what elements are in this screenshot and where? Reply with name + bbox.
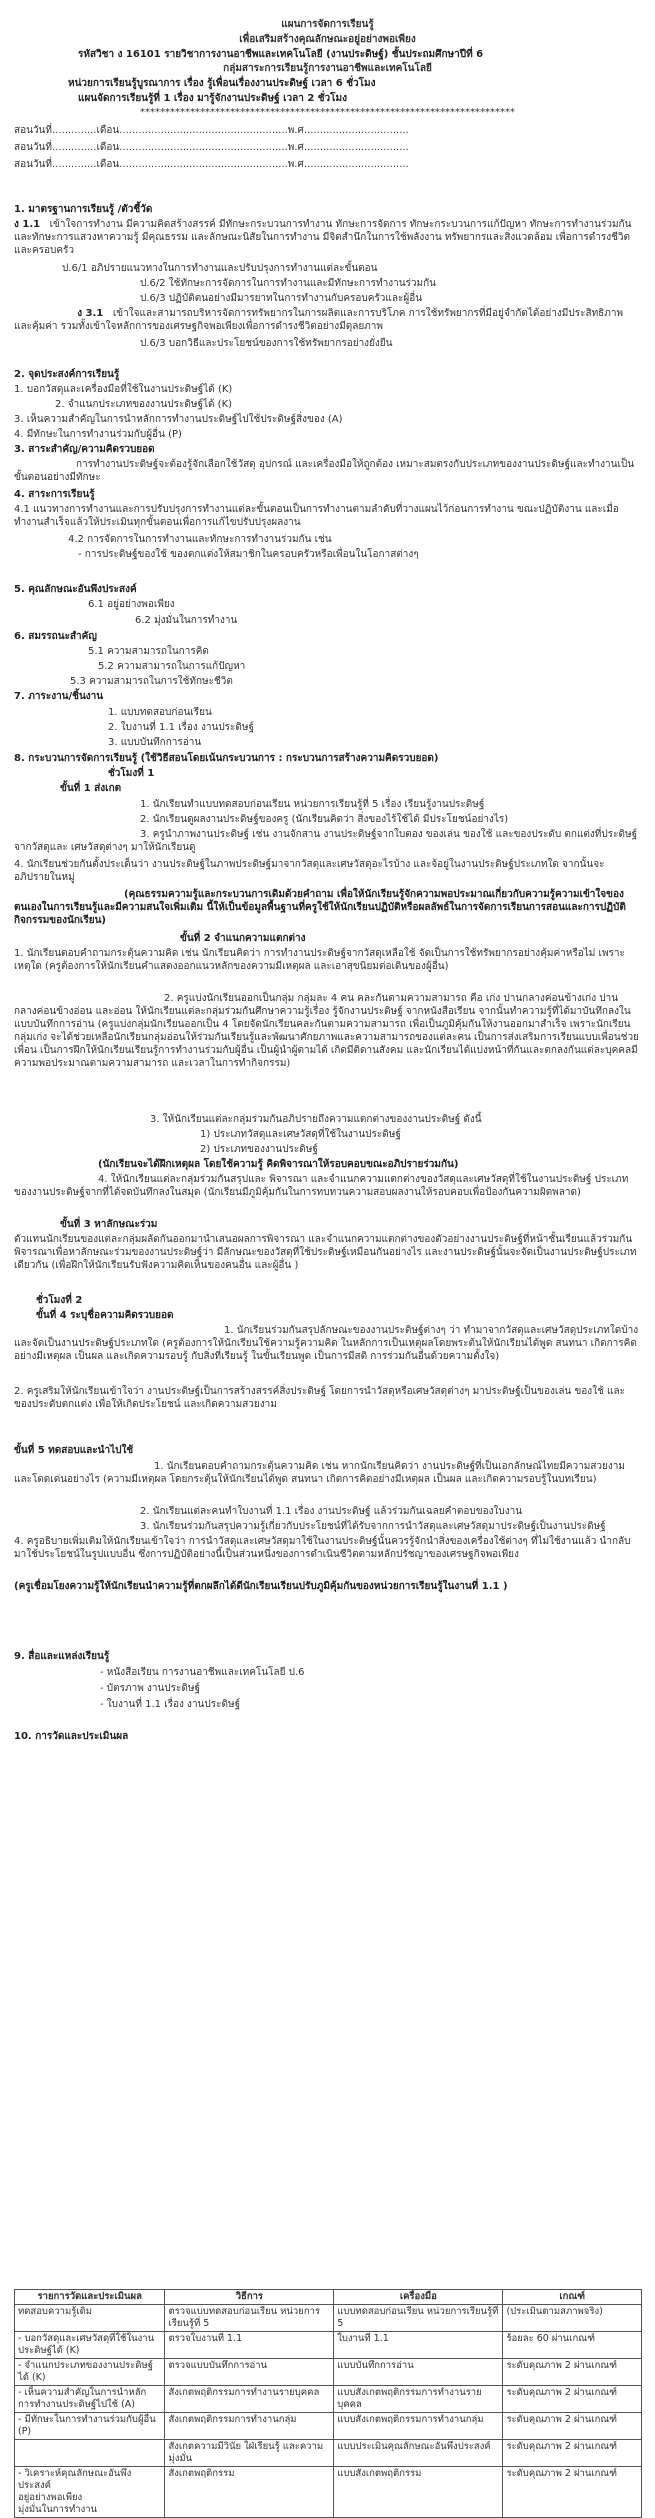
s8-st5-1: 1. นักเรียนตอบคำถามกระตุ้นความคิด เช่น หากนักเรียนคิดว่า งานประดิษฐ์ที่เป็นเอกลักษณ์ไทยมีความสวยงามและโดดเด่นอย่างไร (ความมีเหตุผล โดยกระตุ้นให้นักเรียนได้พูด สนทนา เกิดการคิดอย่างมีเหตุผล เป็นผล และเกิดความรอบรู้ในบทเรียน) [14, 1461, 625, 1485]
s8-st1-4: 4. นักเรียนช่วยกันตั้งประเด็นว่า งานประดิษฐ์ในภาพประดิษฐ์มาจากวัสดุและเศษวัสดุอะไรบ้าง และจ้อยู่ในงานประดิษฐ์ประเภทใด จากนั้นจะอภิปรายในหมู่ [14, 859, 605, 883]
s8-step1: ขั้นที่ 1 ส่งเกต [60, 783, 122, 794]
doc-title: แผนการจัดการเรียนรู้ [281, 19, 374, 30]
s5-l2: 6.2 มุ่งมั่นในการทำงาน [135, 615, 238, 626]
s7-l3: 3. แบบบันทึกการอ่าน [108, 737, 202, 748]
s9-l3: - ใบงานที่ 1.1 เรื่อง งานประดิษฐ์ [100, 1699, 241, 1710]
s5-l1: 6.1 อยู่อย่างพอเพียง [88, 599, 175, 610]
s8-step2: ขั้นที่ 2 จำแนกความแตกต่าง [180, 933, 306, 944]
table-row [15, 2359, 642, 2386]
s8-st5-3: 3. นักเรียนร่วมกันสรุปความรู้เกี่ยวกับประโยชน์ที่ได้รับจากการนำวัสดุและเศษวัสดุมาประดิษฐ์เป็นงานประดิษฐ์ [140, 1521, 606, 1532]
s2-heading: 2. จุดประสงค์การเรียนรู้ [14, 369, 120, 380]
eval-cell: ร้อยละ 60 ผ่านเกณฑ์ [503, 2332, 642, 2359]
s7-l1: 1. แบบทดสอบก่อนเรียน [108, 707, 212, 718]
s8-st1-2: 2. นักเรียนดูผลงานประดิษฐ์ของครู (นักเรียนคิดว่า สิ่งของไร้ใช้ได้ มีประโยชน์อย่างไร) [140, 814, 509, 825]
s5-heading: 5. คุณลักษณะอันพึงประสงค์ [14, 584, 137, 595]
s8-hour2: ชั่วโมงที่ 2 [36, 1295, 83, 1306]
s1-std-label: ง 1.1 [14, 219, 41, 230]
s9-heading: 9. สื่อและแหล่งเรียนรู้ [14, 1651, 110, 1662]
unit-line: หน่วยการเรียนรู้บูรณาการ เรื่อง รู้เพื่อนเรื่องงานประดิษฐ์ เวลา 6 ชั่วโมง [68, 78, 376, 89]
s8-st2-3b: 2) ประเภทของงานประดิษฐ์ [200, 1144, 318, 1155]
s6-heading: 6. สมรรถนะสำคัญ [14, 631, 97, 642]
eval-col-method: วิธีการ [165, 2290, 334, 2305]
s2-l4: 4. มีทักษะในการทำงานร่วมกับผู้อื่น (P) [14, 429, 182, 440]
eval-cell: - มีทักษะในการทำงานร่วมกับผู้อื่น (P) [15, 2413, 165, 2440]
table-row [15, 2413, 642, 2440]
eval-cell: ระดับคุณภาพ 2 ผ่านเกณฑ์ [503, 2467, 642, 2518]
eval-col-item: รายการวัดและประเมินผล [15, 2290, 165, 2305]
star-divider: *************************************************************************** [140, 107, 515, 118]
eval-cell: (ประเมินตามสภาพจริง) [503, 2305, 642, 2332]
s9-l1: - หนังสือเรียน การงานอาชีพและเทคโนโลยี ป.6 [100, 1667, 305, 1678]
s8-st5-2: 2. นักเรียนแต่ละคนทำใบงานที่ 1.1 เรื่อง งานประดิษฐ์ แล้วร่วมกันเฉลยคำตอบของใบงาน [140, 1506, 523, 1517]
s8-st2-2: 2. ครูแบ่งนักเรียนออกเป็นกลุ่ม กลุ่มละ 4 คน คละกันตามความสามารถ คือ เก่ง ปานกลางค่อนข้างเก่ง ปานกลางค่อนข้างอ่อน และอ่อน ให้นักเรียนแต่ละกลุ่มร่วมกันศึกษาความรู้เรื่อง รู้จักงานประดิษฐ์ จากหนังสือเรียน จากนั้นทำความรู้ที่ได้มาบันทึกลงในแบบบันทึกการอ่าน (ครูแบ่งกลุ่มนักเรียนออกเป็น 4 โดยจัดนักเรียนคละกันตามความสามารถ เพื่อเป็นภูมิคุ้มกันให้งานออกมาสำเร็จ เพราะนักเรียนกลุ่มเก่ง จะได้ช่วยเหลือนักเรียนกลุ่มอ่อนให้ร่วมกันเรียนรู้และพัฒนาศักยภาพและความสามารถของแต่ละคน เป็นการส่งเสริมการเรียนแบบเพื่อนช่วยเพื่อน เป็นการฝึกให้นักเรียนเรียนรู้การทำงานร่วมกับผู้อื่น เป็นผู้นำผู้ตามได้ เกิดมีติดานสังคม และนักเรียนได้แบ่งหน้าที่กันและตกลงกันแต่ละบุคคลมีความพอประมาณตามความสามารถ และเวลาในการทำกิจกรรม) [14, 993, 639, 1069]
s1-ind4: ป.6/3 บอกวิธีและประโยชน์ของการใช้ทรัพยากรอย่างยั่งยืน [140, 338, 393, 349]
doc-subtitle: เพื่อเสริมสร้างคุณลักษณะอยู่อย่างพอเพียง [239, 34, 416, 45]
table-row [15, 2332, 642, 2359]
s8-step3: ขั้นที่ 3 หาลักษณะร่วม [60, 1219, 158, 1230]
s1-std2-label: ง 3.1 [77, 308, 104, 319]
group-line: กลุ่มสาระการเรียนรู้การงานอาชีพและเทคโนโลยี [223, 63, 432, 74]
eval-cell: ระดับคุณภาพ 2 ผ่านเกณฑ์ [503, 2413, 642, 2440]
s8-st5-4: 4. ครูอธิบายเพิ่มเติมให้นักเรียนเข้าใจว่า การนำวัสดุและเศษวัสดุมาใช้ในงานประดิษฐ์นั้นควรรู้จักนำสิ่งของเครื่องใช้ต่างๆ ที่ไม่ใช้งานแล้ว นำกลับมาใช้ประโยชน์ในรูปแบบอื่น ซึ่งการปฏิบัติอย่างนี้เป็นส่วนหนึ่งของการดำเนินชีวิตตามหลักปรัชญาของเศรษฐกิจพอเพียง [14, 1536, 631, 1560]
eval-cell: แบบสังเกตพฤติกรรมการทำงานกลุ่ม [334, 2413, 503, 2440]
s3-heading: 3. สาระสำคัญ/ความคิดรวบยอด [14, 444, 155, 455]
eval-cell: ตรวจแบบทดสอบก่อนเรียน หน่วยการเรียนรู้ที่ 5 [165, 2305, 334, 2332]
teach-date-2: สอนวันที่..............เดือน.....................................................พ.ศ................................. [14, 142, 409, 153]
s4-l1: 4.1 แนวทางการทำงานและการปรับปรุงการทำงานแต่ละขั้นตอนเป็นการทำงานตามลำดับที่วางแผนไว้ก่อนการทำงาน ขณะปฏิบัติงาน และเมื่อทำงานสำเร็จแล้วให้ประเมินทุกขั้นตอนเพื่อการแก้ไขปรับปรุงผลงาน [14, 504, 619, 528]
eval-cell: แบบสังเกตพฤติกรรมการทำงานรายบุคคล [334, 2386, 503, 2413]
eval-cell: สังเกตความมีวินัย ใฝ่เรียนรู้ และความมุ่งมั่น [165, 2440, 334, 2467]
eval-cell: แบบสังเกตพฤติกรรม [334, 2467, 503, 2518]
eval-cell: สังเกตพฤติกรรมการทำงานกลุ่ม [165, 2413, 334, 2440]
eval-cell: ระดับคุณภาพ 2 ผ่านเกณฑ์ [503, 2440, 642, 2467]
plan-line: แผนจัดการเรียนรู้ที่ 1 เรื่อง มารู้จักงานประดิษฐ์ เวลา 2 ชั่วโมง [78, 93, 348, 104]
table-row [15, 2440, 642, 2467]
s9-l2: - บัตรภาพ งานประดิษฐ์ [100, 1683, 201, 1694]
s4-heading: 4. สาระการเรียนรู้ [14, 489, 95, 500]
s8-st2-4: 4. ให้นักเรียนแต่ละกลุ่มร่วมกันสรุปและ พิจารณา และจำแนกความแตกต่างของวัสดุและเศษวัสดุที่ใช้ในงานประดิษฐ์ ประเภทของงานประดิษฐ์จากที่ได้จดบันทึกลงในสมุด (นักเรียนมีภูมิคุ้มกันในการทบทวนความสอบผลงานให้รอบคอบเพื่อป้องกันความผิดพลาด) [14, 1174, 629, 1198]
eval-cell: - วิเคราะห์คุณลักษณะอันพึงประสงค์ อยู่อย่างพอเพียง มุ่งมั่นในการทำงาน [15, 2467, 165, 2518]
eval-cell: - บอกวัสดุและเศษวัสดุที่ใช้ในงานประดิษฐ์ได้ (K) [15, 2332, 165, 2359]
s1-ind3: ป.6/3 ปฏิบัติตนอย่างมีมารยาทในการทำงานกับครอบครัวและผู้อื่น [140, 293, 423, 304]
s7-heading: 7. ภาระงาน/ชิ้นงาน [14, 691, 104, 702]
s1-standard [14, 218, 640, 257]
s2-l1: 1. บอกวัสดุและเครื่องมือที่ใช้ในงานประดิษฐ์ได้ (K) [14, 384, 233, 395]
eval-header-row [15, 2290, 642, 2305]
evaluation-table [14, 2289, 642, 2518]
s8-note2: (นักเรียนจะได้ฝึกเหตุผล โดยใช้ความรู้ คิดพิจารณาให้รอบคอบขณะอภิปรายร่วมกัน) [98, 1159, 459, 1170]
eval-cell: แบบบันทึกการอ่าน [334, 2359, 503, 2386]
eval-col-tool: เครื่องมือ [334, 2290, 503, 2305]
s1-std2-text: เข้าใจและสามารถบริหารจัดการทรัพยากรในการผลิตและการบริโภค การใช้ทรัพยากรที่มีอยู่จำกัดได้อย่างมีประสิทธิภาพและคุ้มค่า รวมทั้งเข้าใจหลักการของเศรษฐกิจพอเพียงเพื่อการดำรงชีวิตอย่างมีดุลยภาพ [14, 308, 624, 332]
s1-standard2 [14, 307, 640, 333]
eval-cell: ระดับคุณภาพ 2 ผ่านเกณฑ์ [503, 2386, 642, 2413]
s8-heading: 8. กระบวนการจัดการเรียนรู้ (ใช้วิธีสอนโดยเน้นกระบวนการ : กระบวนการสร้างความคิดรวบยอด) [14, 753, 439, 764]
s7-l2: 2. ใบงานที่ 1.1 เรื่อง งานประดิษฐ์ [108, 722, 255, 733]
s2-l3: 3. เห็นความสำคัญในการนำหลักการทำงานประดิษฐ์ไปใช้ประดิษฐ์สิ่งของ (A) [14, 414, 343, 425]
eval-cell: ตรวจแบบบันทึกการอ่าน [165, 2359, 334, 2386]
s4-l3: - การประดิษฐ์ของใช้ ของตกแต่งให้สมาชิกในครอบครัวหรือเพื่อนในโอกาสต่างๆ [78, 549, 419, 560]
s8-st1-3: 3. ครูนำภาพงานประดิษฐ์ เช่น งานจักสาน งานประดิษฐ์จากใบตอง ของเล่น ของใช้ และของประดับ ตกแต่งที่ประดิษฐ์จากวัสดุและ เศษวัสดุต่างๆ มาให้นักเรียนดู [14, 829, 638, 853]
eval-cell: - เห็นความสำคัญในการนำหลักการทำงานประดิษฐ์ไปใช้ (A) [15, 2386, 165, 2413]
teach-date-1: สอนวันที่..............เดือน.....................................................พ.ศ................................. [14, 125, 409, 136]
s6-l3: 5.3 ความสามารถในการใช้ทักษะชีวิต [70, 676, 233, 687]
eval-cell: ใบงานที่ 1.1 [334, 2332, 503, 2359]
s2-l2: 2. จำแนกประเภทของงานประดิษฐ์ได้ (K) [55, 399, 233, 410]
teach-date-3: สอนวันที่..............เดือน.....................................................พ.ศ................................. [14, 159, 409, 170]
s8-st1-1: 1. นักเรียนทำแบบทดสอบก่อนเรียน หน่วยการเรียนรู้ที่ 5 เรื่อง เรียนรู้งานประดิษฐ์ [140, 799, 485, 810]
table-row [15, 2467, 642, 2518]
eval-cell: ทดสอบความรู้เดิม [15, 2305, 165, 2332]
s1-heading: 1. มาตรฐานการเรียนรู้ /ตัวชี้วัด [14, 204, 153, 215]
s6-l1: 5.1 ความสามารถในการคิด [88, 646, 209, 657]
s1-ind1: ป.6/1 อภิปรายแนวทางในการทำงานและปรับปรุงการทำงานแต่ละขั้นตอน [62, 263, 378, 274]
s8-note1: (คุณธรรมความรู้และกระบวนการเดิมด้วยคำถาม เพื่อให้นักเรียนรู้จักความพอประมาณเกี่ยวกับความรู้ความเข้าใจของตนเองในการเรียนรู้และมีความสนใจเพิ่มเติม นี้ให้เป็นข้อมูลพื้นฐานที่ครูใช้ให้นักเรียนปฏิบัติหรือผลลัพธ์ในการจัดการเรียนการสอนและการปฏิบัติกิจกรรมของนักเรียน) [14, 889, 626, 926]
s10-heading: 10. การวัดและประเมินผล [14, 1731, 129, 1742]
eval-cell: - จำแนกประเภทของงานประดิษฐ์ได้ (K) [15, 2359, 165, 2386]
s3-text: การทำงานประดิษฐ์จะต้องรู้จักเลือกใช้วัสดุ อุปกรณ์ และเครื่องมือให้ถูกต้อง เหมาะสมตรงกับประเภทของงานประดิษฐ์และทำงานเป็นขั้นตอนอย่างมีทักษะ [14, 459, 635, 483]
table-row [15, 2386, 642, 2413]
eval-cell: สังเกตพฤติกรรมการทำงานรายบุคคล [165, 2386, 334, 2413]
s6-l2: 5.2 ความสามารถในการแก้ปัญหา [98, 661, 246, 672]
eval-cell: ระดับคุณภาพ 2 ผ่านเกณฑ์ [503, 2359, 642, 2386]
s4-l2: 4.2 การจัดการในการทำงานและทักษะการทำงานร่วมกัน เช่น [68, 534, 332, 545]
s8-st2-1: 1. นักเรียนตอบคำถามกระตุ้นความคิด เช่น นักเรียนคิดว่า การทำงานประดิษฐ์จากวัสดุเหลือใช้ จัดเป็นการใช้ทรัพยากรอย่างคุ้มค่าหรือไม่ เพราะเหตุใด (ครูต้องการให้นักเรียนคำแสดงออกแนวหลักของความมีเหตุผล และเอาสุขนิยมต่อเดินของผู้อื่น) [14, 948, 625, 972]
eval-col-criteria: เกณฑ์ [503, 2290, 642, 2305]
eval-cell [15, 2440, 165, 2467]
s8-step4: ขั้นที่ 4 ระบุชื่อความคิดรวบยอด [36, 1310, 174, 1321]
eval-cell: ตรวจใบงานที่ 1.1 [165, 2332, 334, 2359]
s8-st4-1: 1. นักเรียนร่วมกันสรุปลักษณะของงานประดิษฐ์ต่างๆ ว่า ทำมาจากวัสดุและเศษวัสดุประเภทใดบ้าง และจัดเป็นงานประดิษฐ์ประเภทใด (ครูต้องการให้นักเรียนใช้ความรู้ความคิด ในหลักการเป็นเหตุผลโดยพระต้นให้นักเรียนได้พูด สนทนา เกิดการคิดอย่างมีเหตุผล เป็นผล และเกิดความรอบรู้ กับสิ่งที่เรียนรู้ ในขั้นเรียนพูด เป็นการมีสติ การร่วมกันอื่นด้วยความตั้งใจ) [14, 1325, 639, 1362]
s8-step5: ขั้นที่ 5 ทดสอบและนำไปใช้ [14, 1445, 134, 1456]
s8-note5: (ครูเชื่อมโยงความรู้ให้นักเรียนนำความรู้ที่ตกผลึกได้ดีนักเรียนเรียนปรับภูมิคุ้มกันของหน่วยการเรียนรู้ในงานที่ 1.1 ) [14, 1581, 508, 1592]
s8-st2-3a: 1) ประเภทวัสดุและเศษวัสดุที่ใช้ในงานประดิษฐ์ [200, 1129, 401, 1140]
eval-cell: แบบทดสอบก่อนเรียน หน่วยการเรียนรู้ที่ 5 [334, 2305, 503, 2332]
eval-cell: สังเกตพฤติกรรม [165, 2467, 334, 2518]
s8-hour1: ชั่วโมงที่ 1 [108, 768, 155, 779]
s8-st2-3: 3. ให้นักเรียนแต่ละกลุ่มร่วมกันอภิปรายถึงความแตกต่างของงานประดิษฐ์ ดังนี้ [150, 1114, 482, 1125]
s1-ind2: ป.6/2 ใช้ทักษะการจัดการในการทำงานและมีทักษะการทำงานร่วมกัน [140, 278, 437, 289]
s8-st4-2: 2. ครูเสริมให้นักเรียนเข้าใจว่า งานประดิษฐ์เป็นการสร้างสรรค์สิ่งประดิษฐ์ โดยการนำวัสดุหรือเศษวัสดุต่างๆ มาประดิษฐ์เป็นของเล่น ของใช้ และของประดับตกแต่ง เพื่อให้เกิดประโยชน์ และเกิดความสวยงาม [14, 1386, 625, 1410]
course-line: รหัสวิชา ง 16101 รายวิชาการงานอาชีพและเทคโนโลยี (งานประดิษฐ์) ชั้นประถมศึกษาปีที่ 6 [78, 49, 484, 60]
s1-std-text: เข้าใจการทำงาน มีความคิดสร้างสรรค์ มีทักษะกระบวนการทำงาน ทักษะการจัดการ ทักษะกระบวนการแก้ปัญหา ทักษะการทำงานร่วมกัน และทักษะการแสวงหาความรู้ มีคุณธรรม และลักษณะนิสัยในการทำงาน มีจิตสำนึกในการใช้พลังงาน ทรัพยากรและสิ่งแวดล้อม เพื่อการดำรงชีวิตและครอบครัว [14, 219, 632, 256]
eval-cell: แบบประเมินคุณลักษณะอันพึงประสงค์ [334, 2440, 503, 2467]
s8-st3-text: ตัวแทนนักเรียนของแต่ละกลุ่มผลัดกันออกมานำเสนอผลการพิจารณา และจำแนกความแตกต่างของตัวอย่างงานประดิษฐ์ที่หน้าชั้นเรียนแล้วร่วมกันพิจารณาเพื่อหาลักษณะร่วมของงานประดิษฐ์ว่า มีลักษณะของวัสดุที่ใช้ประดิษฐ์เหมือนกันอย่างไร และงานประดิษฐ์นั้นจะจัดเป็นงานประดิษฐ์ประเภทเดียวกัน (เพื่อฝึกให้นักเรียนรับฟังความคิดเห็นของคนอื่น และผู้อื่น ) [14, 1234, 637, 1271]
table-row [15, 2305, 642, 2332]
